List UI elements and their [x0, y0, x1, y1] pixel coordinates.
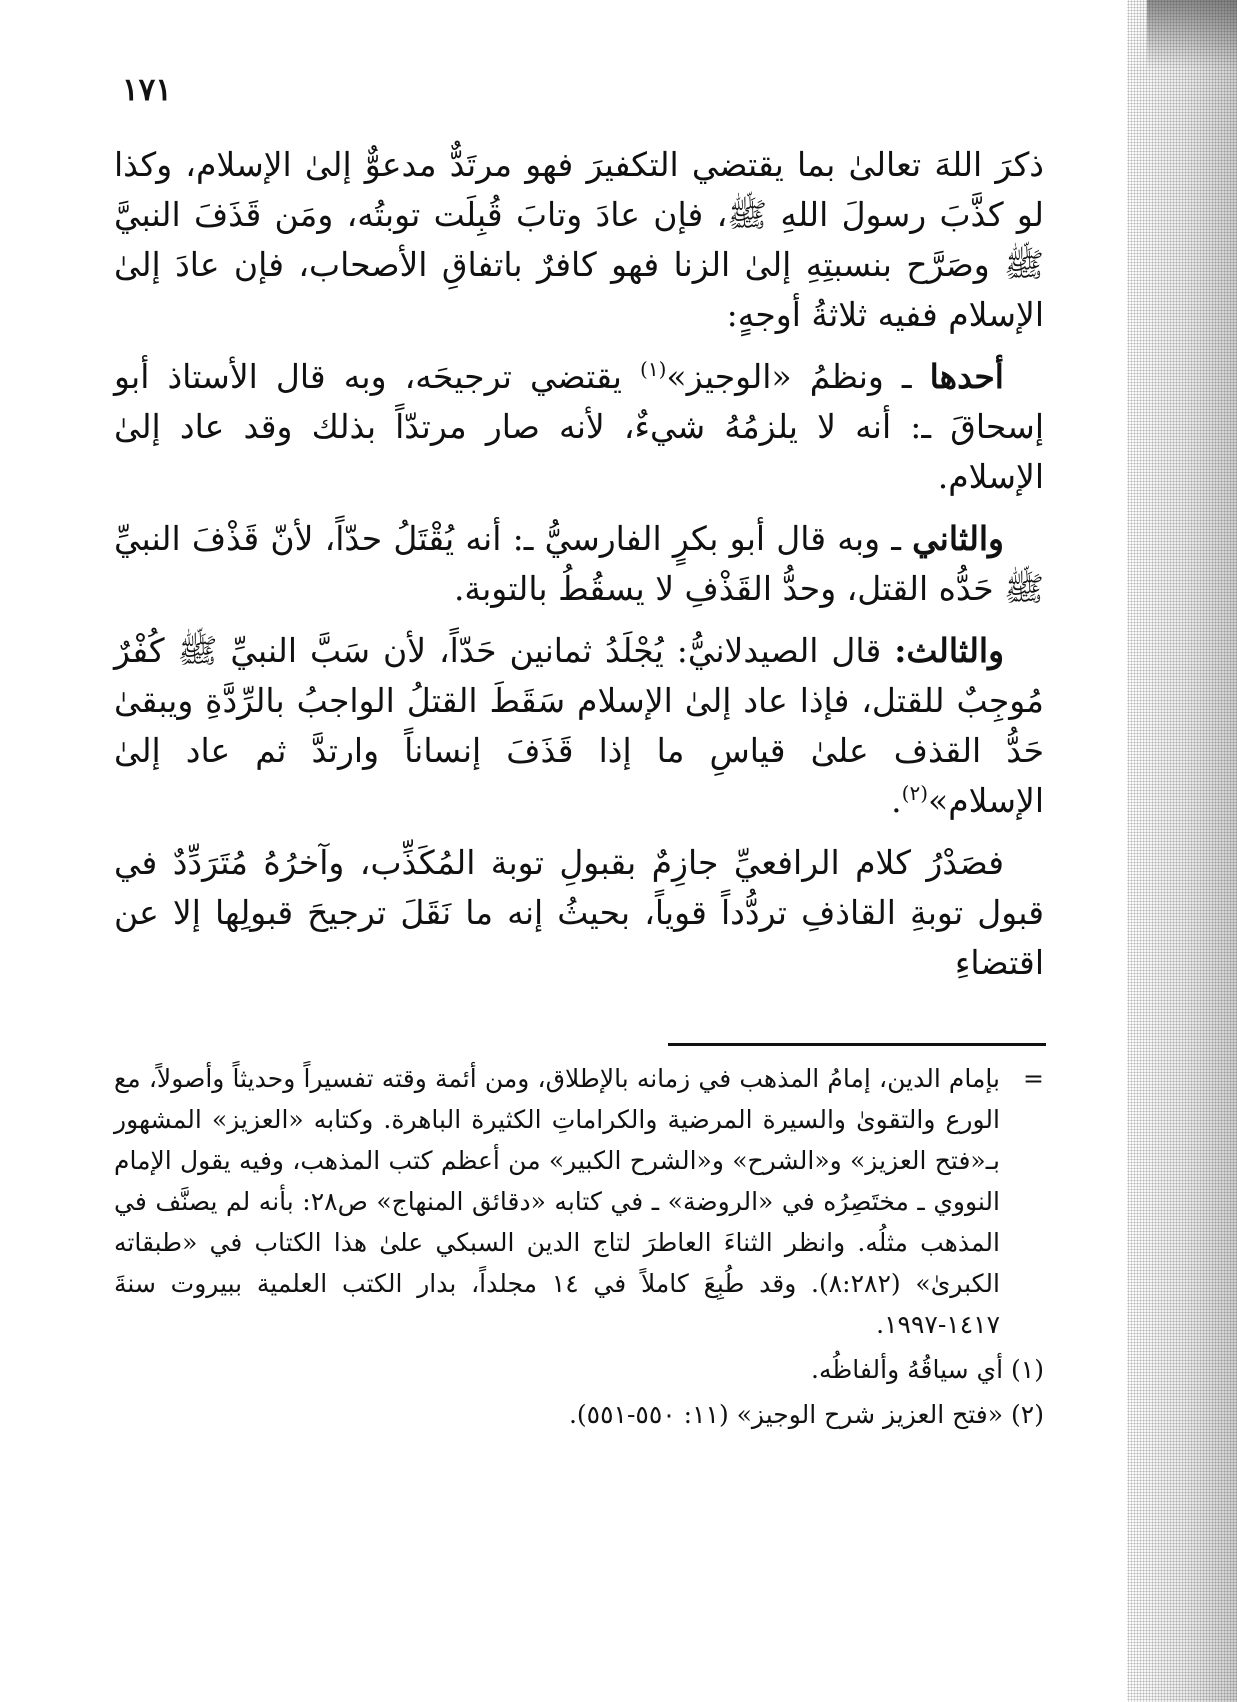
paragraph-4-text-b: . [891, 781, 902, 820]
footnote-2 [114, 1394, 1044, 1435]
paragraph-3-text: ـ وبه قال أبو بكرٍ الفارسيُّ ـ: أنه يُقْتَلُ حدّاً، لأنّ قَذْفَ النبيِّ ﷺ حَدُّه القتل، وحدُّ القَذْفِ لا يسقُطُ بالتوبة. [114, 519, 1044, 608]
scan-corner-shading [1147, 0, 1237, 70]
main-text [114, 140, 1044, 1000]
paragraph-5-text: فصَدْرُ كلام الرافعيِّ جازِمٌ بقبولِ توبة المُكَذِّب، وآخرُهُ مُتَرَدِّدٌ في قبول توبةِ القاذفِ تردُّداً قوياً، بحيثُ إنه ما نَقَلَ ترجيحَ قبولِها إلا عن اقتضاءِ [114, 843, 1044, 982]
footnote-ref-2: (٢) [901, 781, 929, 805]
paragraph-2 [114, 352, 1044, 502]
paragraph-2-lead: أحدها [929, 357, 1004, 396]
paragraph-1 [114, 140, 1044, 340]
footnote-separator [668, 1043, 1046, 1046]
paragraph-4 [114, 626, 1044, 826]
paragraph-3 [114, 514, 1044, 614]
footnote-2-number: (٢) [1011, 1400, 1044, 1429]
paragraph-4-text-a: قال الصيدلانيُّ: يُجْلَدُ ثمانين حَدّاً، لأن سَبَّ النبيِّ ﷺ كُفْرٌ مُوجِبٌ للقتل، فإذا عاد إلىٰ الإسلام سَقَطَ القتلُ الواجبُ بالرِّدَّةِ ويبقىٰ حَدُّ القذف علىٰ قياسِ ما إذا قَذَفَ إنساناً وارتدَّ ثم عاد إلىٰ الإسلام» [114, 631, 1044, 820]
footnote-2-text: «فتح العزيز شرح الوجيز» (١١: ٥٥٠-٥٥١). [568, 1400, 1004, 1429]
paragraph-4-lead: والثالث: [894, 631, 1004, 670]
paragraph-3-lead: والثاني [912, 519, 1004, 558]
paragraph-1-text: ذكرَ اللهَ تعالىٰ بما يقتضي التكفيرَ فهو مرتَدٌّ مدعوٌّ إلىٰ الإسلام، وكذا لو كذَّبَ رسولَ اللهِ ﷺ، فإن عادَ وتابَ قُبِلَت توبتُه، ومَن قَذَفَ النبيَّ ﷺ وصَرَّح بنسبتِهِ إلىٰ الزنا فهو كافرٌ باتفاقِ الأصحاب، فإن عادَ إلىٰ الإسلام ففيه ثلاثةُ أوجهٍ: [114, 145, 1044, 334]
continuation-marker: = [1023, 1064, 1044, 1093]
footnotes [114, 1058, 1044, 1439]
footnote-ref-1: (١) [640, 357, 667, 381]
scan-edge-shading [1127, 0, 1237, 1702]
footnote-1 [114, 1349, 1044, 1390]
footnote-1-text: أي سياقُهُ وألفاظُه. [811, 1355, 1004, 1384]
paragraph-2-text-a: ـ ونظمُ «الوجيز» [666, 357, 930, 396]
paragraph-5 [114, 838, 1044, 988]
paragraph-2-text-b: يقتضي ترجيحَه، وبه قال الأستاذ أبو إسحاقَ ـ: أنه لا يلزمُهُ شيءٌ، لأنه صار مرتدّاً بذلك وقد عاد إلىٰ الإسلام. [114, 357, 1044, 496]
footnote-continuation [114, 1058, 1044, 1345]
page-number: ١٧١ [122, 72, 172, 108]
footnote-1-number: (١) [1011, 1355, 1044, 1384]
footnote-continuation-text: بإمام الدين، إمامُ المذهب في زمانه بالإطلاق، ومن أئمة وقته تفسيراً وحديثاً وأصولاً، مع الورع والتقوىٰ والسيرة المرضية والكراماتِ الكثيرة الباهرة. وكتابه «العزيز» المشهور بـ«فتح العزيز» و«الشرح» و«الشرح الكبير» من أعظم كتب المذهب، وفيه يقول الإمام النووي ـ مختَصِرُه في «الروضة» ـ في كتابه «دقائق المنهاج» ص٢٨: بأنه لم يصنَّف في المذهب مثلُه. وانظر الثناءَ العاطرَ لتاج الدين السبكي علىٰ هذا الكتاب في «طبقاته الكبرىٰ» (٨:٢٨٢). وقد طُبِعَ كاملاً في ١٤ مجلداً، بدار الكتب العلمية ببيروت سنةَ ١٤١٧-١٩٩٧. [114, 1064, 1000, 1339]
